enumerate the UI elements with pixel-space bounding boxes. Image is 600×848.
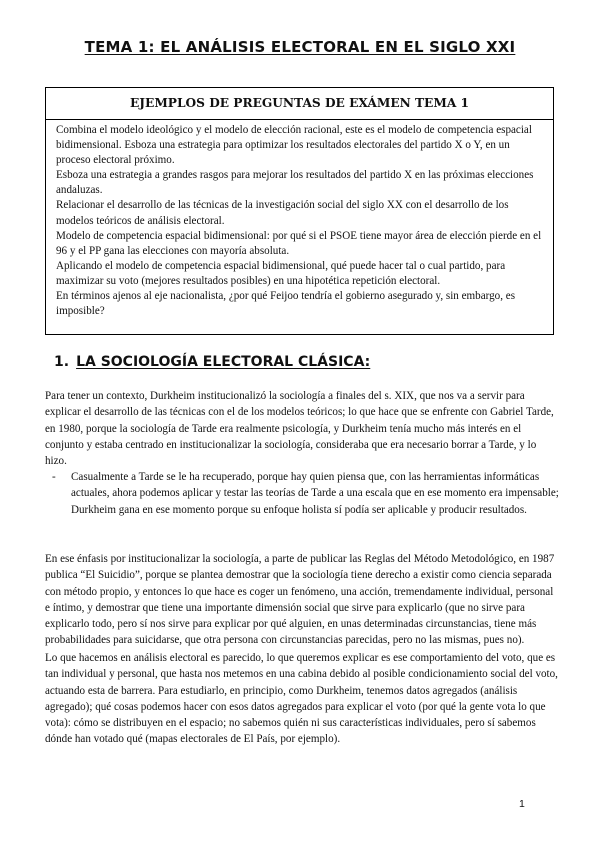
page-number: 1 [519,798,525,810]
paragraph: En ese énfasis por institucionalizar la sociología, a parte de publicar las Reglas del Método Metodológico, en 1987 publica “El Suicidio”, porque se plantea demostrar que la sociología tiene derecho a existir como ciencia separada con método propio, y entonces lo que hace es coger un fenómeno, una acción, tremendamente individual, personal e íntimo, y demostrar que tiene una importante dimensión social que sirve para explicarlo (que no sirve para explicarlo todo, pero sí nos sirve para explicar por qué alguien, en unas determinadas circunstancias, tiene más probabilidades para suicidarse, que otra persona con circunstancias parecidas, pero no las mismas, pues no). [45,553,555,647]
exam-question: Aplicando el modelo de competencia espacial bidimensional, qué puede hacer tal o cual partido, para maximizar su voto (mejores resultados posibles) en una hipotética repetición electoral. [56,259,506,287]
paragraph: Lo que hacemos en análisis electoral es parecido, lo que queremos explicar es ese comportamiento del voto, que es tan individual y personal, que hasta nos metemos en una cabina debido al posible condicionamiento social del voto, actuando esta de barrera. Para estudiarlo, en principio, como Durkheim, tenemos datos agregados (análisis agregado); qué cosas podemos hacer con esos datos agregados para explicar el voto (por qué la gente vota lo que vota): cómo se distribuyen en el espacio; no sabemos quién ni sus características individuales, pero sí sabemos dónde han votado qué (mapas electorales de El País, por ejemplo). [45,652,558,746]
document-title: TEMA 1: EL ANÁLISIS ELECTORAL EN EL SIGLO XXI [84,38,516,56]
section-heading [54,354,370,370]
section-number: 1. [54,354,70,370]
exam-question: Modelo de competencia espacial bidimensional: por qué si el PSOE tiene mayor área de elección pierde en el 96 y el PP gana las elecciones con mayoría absoluta. [56,229,542,257]
section-title: LA SOCIOLOGÍA ELECTORAL CLÁSICA: [76,354,371,370]
exam-questions-heading: EJEMPLOS DE PREGUNTAS DE EXÁMEN TEMA 1 [46,88,553,120]
exam-question: Combina el modelo ideológico y el modelo de elección racional, este es el modelo de competencia espacial bidimensional. Esboza una estrategia para optimizar los resultados electorales del partido X o Y, en un proceso electoral próximo. [56,124,532,167]
paragraph: Para tener un contexto, Durkheim institucionalizó la sociología a finales del s. XIX, que nos va a servir para explicar el desarrollo de las técnicas con el de los modelos teóricos; lo que hace que se enfrente con Gabriel Tarde, en 1980, porque la sociología de Tarde era realmente psicología, y Durkheim tenía mucho más interés en el conjunto y estaba centrado en institucionalizar la sociología, consideraba que era necesario borrar a Tarde, y lo hizo. [45,390,554,468]
bullet-item [52,469,560,518]
exam-questions-box [45,87,554,335]
exam-questions-list [46,120,553,319]
exam-question: Relacionar el desarrollo de las técnicas de la investigación social del siglo XX con el desarrollo de los modelos teóricos de análisis electoral. [56,199,509,227]
bullet-marker: - [52,471,56,483]
exam-question: En términos ajenos al eje nacionalista, ¿por qué Feijoo tendría el gobierno asegurado y, sin embargo, es imposible? [56,290,516,318]
exam-question: Esboza una estrategia a grandes rasgos para mejorar los resultados del partido X en las próximas elecciones andaluzas. [56,169,534,197]
bullet-text: Casualmente a Tarde se le ha recuperado, porque hay quien piensa que, con las herramientas informáticas actuales, ahora podemos aplicar y testar las teorías de Tarde a una escala que en ese momento era impensable; Durkheim gana en ese momento porque su enfoque holista sí podía ser aplicable y producir resultados. [71,471,559,516]
